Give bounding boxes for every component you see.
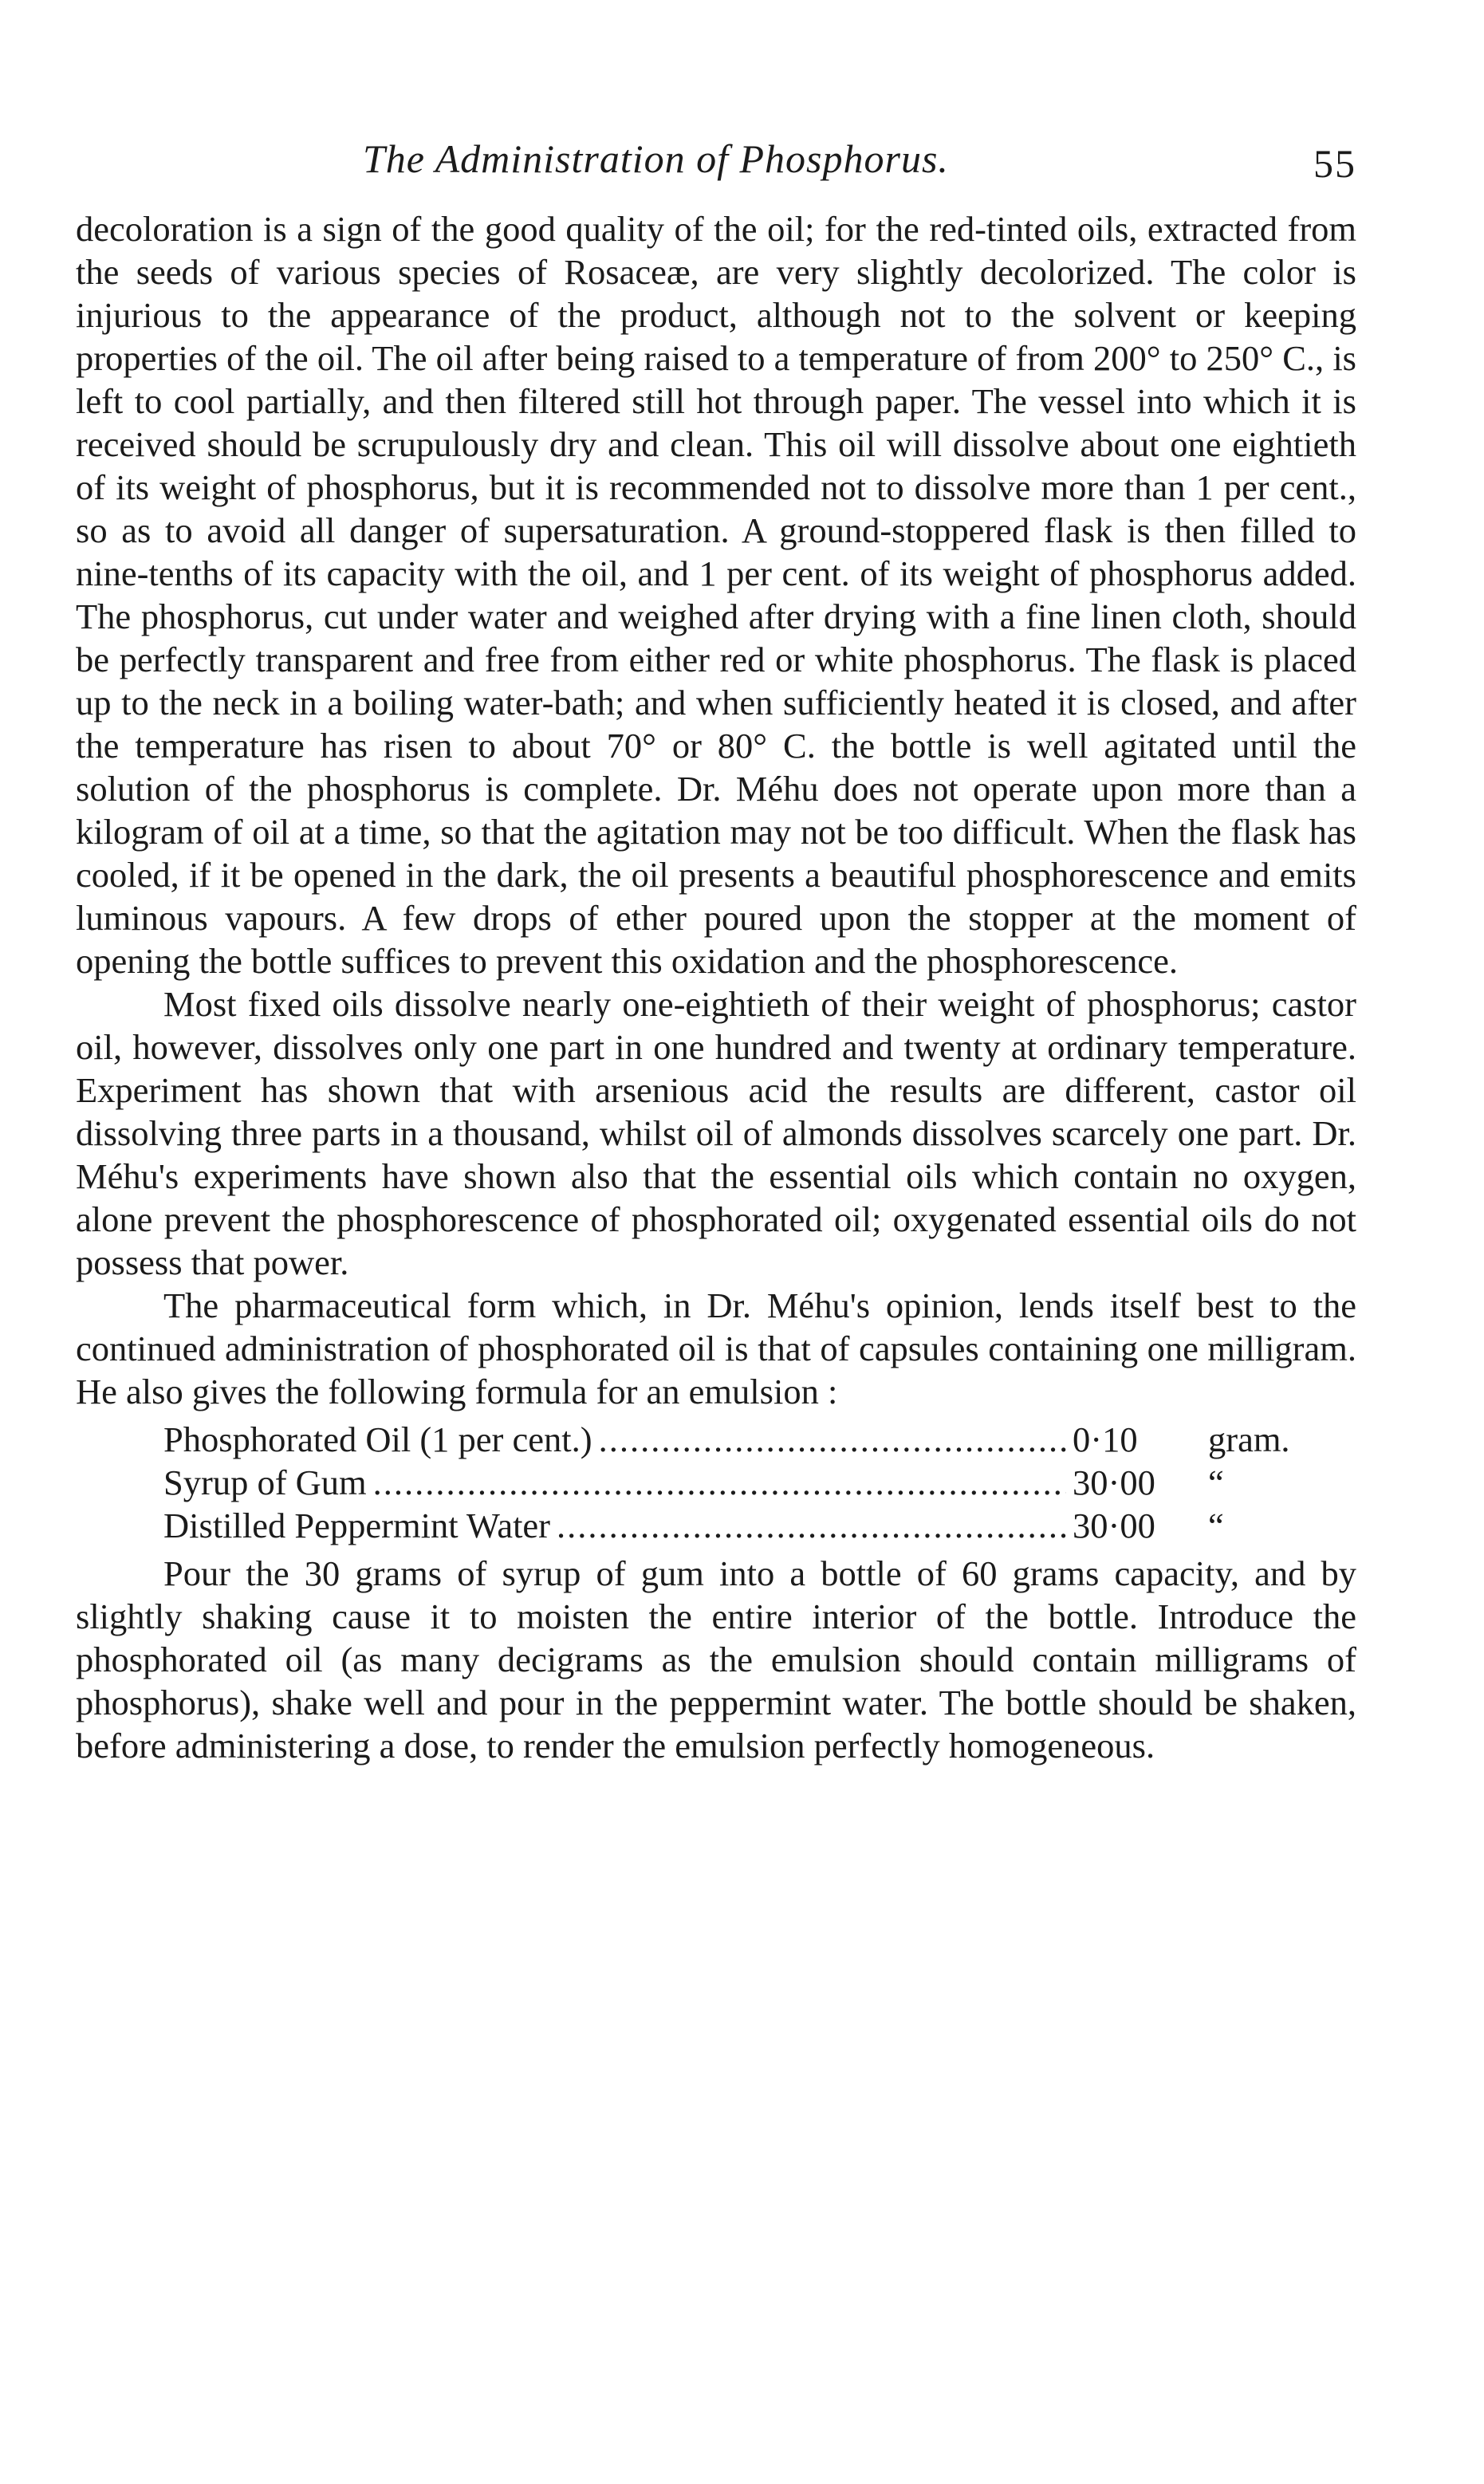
formula-ingredient: Phosphorated Oil (1 per cent.): [163, 1419, 592, 1459]
formula-row: [163, 1461, 1320, 1504]
formula-unit: “: [1208, 1506, 1224, 1545]
page-number: 55: [1313, 141, 1356, 186]
running-title: The Administration of Phosphorus.: [363, 136, 949, 181]
formula-amount: 30·00: [1073, 1506, 1155, 1545]
page-body: [76, 207, 1356, 1767]
formula-amount: 0·10: [1073, 1419, 1138, 1459]
formula-row: [163, 1504, 1320, 1547]
paragraph-instructions: Pour the 30 grams of syrup of gum into a bottle of 60 grams capacity, and by slightly shaking cause it to moisten the entire interior of the bottle. Introduce the phosphorated oil (as many decigrams as the emulsion should contain milligrams of phosphorus), shake well and pour in the peppermint water. The bottle should be shaken, before administering a dose, to render the emulsion perfectly homogeneous.: [76, 1553, 1356, 1766]
formula-unit: “: [1208, 1462, 1224, 1502]
paragraph-continued: decoloration is a sign of the good quality of the oil; for the red-tinted oils, extracted from the seeds of various species of Rosaceæ, are very slightly decolorized. The color is injurious to the appearance of the product, although not to the solvent or keeping properties of the oil. The oil after being raised to a temperature of from 200° to 250° C., is left to cool partially, and then filtered still hot through paper. The vessel into which it is received should be scrupulously dry and clean. This oil will dissolve about one eightieth of its weight of phosphorus, but it is recommended not to dissolve more than 1 per cent., so as to avoid all danger of supersaturation. A ground-stoppered flask is then filled to nine-tenths of its capacity with the oil, and 1 per cent. of its weight of phosphorus added. The phosphorus, cut under water and weighed after drying with a fine linen cloth, should be perfectly transparent and free from either red or white phosphorus. The flask is placed up to the neck in a boiling water-bath; and when sufficiently heated it is closed, and after the temperature has risen to about 70° or 80° C. the bottle is well agitated until the solution of the phosphorus is complete. Dr. Méhu does not operate upon more than a kilogram of oil at a time, so that the agitation may not be too difficult. When the flask has cooled, if it be opened in the dark, the oil presents a beautiful phosphorescence and emits luminous vapours. A few drops of ether poured upon the stopper at the moment of opening the bottle suffices to prevent this oxidation and the phosphorescence.: [76, 209, 1356, 981]
dot-leader: [373, 1461, 1066, 1504]
dot-leader: [557, 1504, 1066, 1547]
formula-ingredient: Syrup of Gum: [163, 1462, 367, 1502]
emulsion-formula: [163, 1418, 1320, 1547]
paragraph-pharmaceutical-form: The pharmaceutical form which, in Dr. Méhu's opinion, lends itself best to the continued administration of phosphorated oil is that of capsules containing one milligram. He also gives the following formula for an emulsion :: [76, 1285, 1356, 1411]
formula-amount: 30·00: [1073, 1462, 1155, 1502]
dot-leader: [599, 1418, 1066, 1461]
paragraph-fixed-oils: Most fixed oils dissolve nearly one-eightieth of their weight of phosphorus; castor oil, however, dissolves only one part in one hundred and twenty at ordinary temperature. Experiment has shown that with arsenious acid the results are different, castor oil dissolving three parts in a thousand, whilst oil of almonds dissolves scarcely one part. Dr. Méhu's experiments have shown also that the essential oils which contain no oxygen, alone prevent the phosphorescence of phosphorated oil; oxygenated essential oils do not possess that power.: [76, 984, 1356, 1282]
formula-ingredient: Distilled Peppermint Water: [163, 1506, 551, 1545]
page-header: [76, 136, 1356, 207]
formula-row: [163, 1418, 1320, 1461]
formula-unit: gram.: [1208, 1419, 1290, 1459]
